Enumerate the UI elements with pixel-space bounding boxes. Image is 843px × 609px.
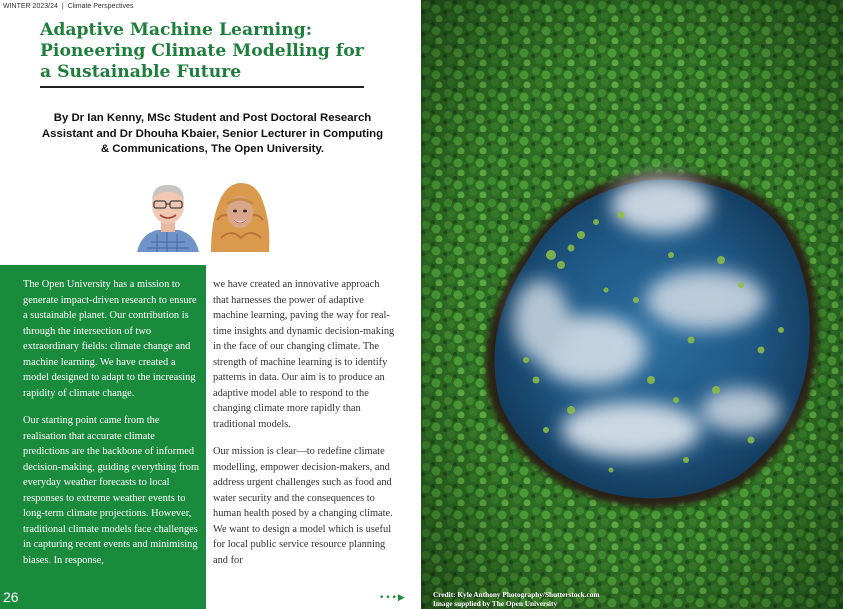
author-photo-ian-kenny	[133, 180, 203, 252]
paragraph: The Open University has a mission to generate impact-driven research to ensure a sustainable planet. Our contribution is through the intersection of two extraordinary fields: climate change and machine learning. We have created a model designed to adapt to the increasing rapidity of climate change.	[23, 279, 197, 399]
article-panel	[0, 0, 421, 609]
author-photo-dhouha-kbaier	[205, 180, 275, 252]
photo-credit	[433, 590, 599, 608]
title-underline	[40, 86, 364, 88]
page-number: 26	[3, 589, 19, 605]
photo-credit-line: Credit: Kyle Anthony Photography/Shutterstock.com	[433, 590, 600, 599]
article-title: Adaptive Machine Learning: Pioneering Climate Modelling for a Sustainable Future	[40, 20, 364, 82]
paragraph: we have created an innovative approach that harnesses the power of adaptive machine learning, paving the way for real-time insights and dynamic decision-making in the face of our changing climate. The strength of machine learning is to identify patterns in data. Our aim is to produce an adaptive model able to respond to the changing climate more rapidly than traditional models.	[213, 279, 395, 430]
continue-arrow-icon: •••▶	[379, 593, 406, 603]
photo-supplier-line: Image supplied by The Open University	[433, 599, 558, 608]
portrait-woman-image	[205, 180, 275, 252]
article-column-1	[23, 277, 201, 580]
aerial-lake-forest-image	[421, 0, 843, 609]
paragraph: Our mission is clear—to redefine climate modelling, empower decision-makers, and address urgent challenges such as food and water security and the consequences to human health posed by a changing climate. We want to design a model which is useful for local public service resource planning and for	[213, 446, 393, 566]
issue-label: WINTER 2023/24	[3, 3, 58, 10]
running-header	[3, 3, 133, 10]
section-label: Climate Perspectives	[67, 3, 134, 10]
header-separator: |	[61, 3, 64, 10]
paragraph: Our starting point came from the realisation that accurate climate predictions are the backbone of informed decision-making, guiding everything from everyday weather forecasts to local responses to extreme weather events to long-term climate projections. However, traditional climate models face challenges in capturing recent events and minimising biases. In response,	[23, 415, 200, 566]
author-byline: By Dr Ian Kenny, MSc Student and Post Doctoral Research Assistant and Dr Dhouha Kbaier, Senior Lecturer in Computing & Communications, The Open University.	[41, 112, 384, 155]
lake-photo	[421, 0, 843, 609]
portrait-man-image	[133, 180, 203, 252]
article-column-2	[213, 277, 397, 580]
